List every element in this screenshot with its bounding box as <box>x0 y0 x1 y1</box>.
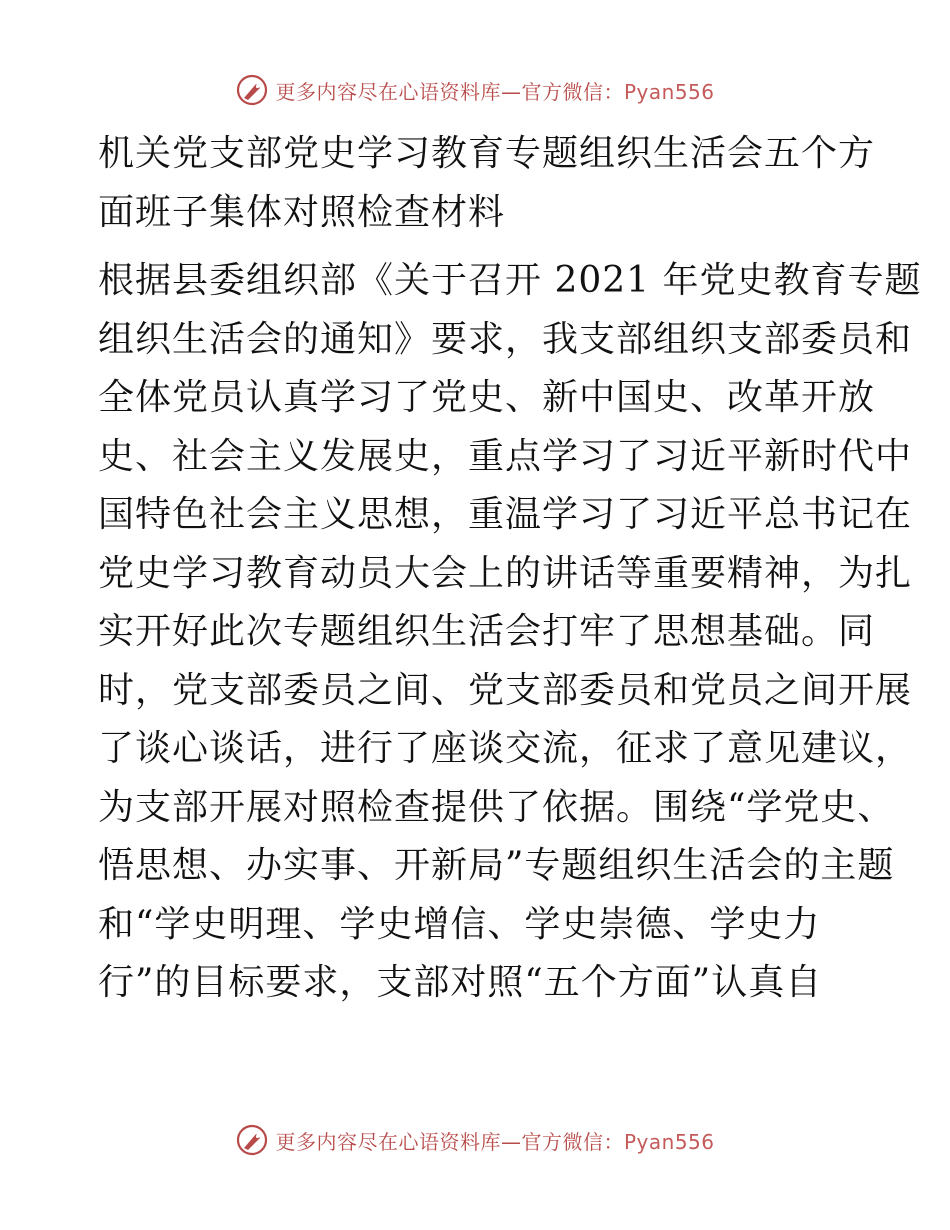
body-line: 行”的目标要求，支部对照“五个方面”认真自 <box>98 962 823 1003</box>
body-line: 组织生活会的通知》要求，我支部组织支部委员和 <box>98 318 913 360</box>
watermark-footer <box>0 1120 950 1160</box>
document-body <box>98 252 922 1013</box>
watermark-text: 更多内容尽在心语资料库—官方微信：Pyan556 <box>275 1129 715 1154</box>
body-line: 党史学习教育动员大会上的讲话等重要精神，为扎 <box>98 552 913 594</box>
body-line: 和“学史明理、学史增信、学史崇德、学史力 <box>98 903 821 945</box>
body-line: 时，党支部委员之间、党支部委员和党员之间开展 <box>98 669 913 711</box>
pen-nib-logo-icon <box>235 73 269 107</box>
watermark-text: 更多内容尽在心语资料库—官方微信：Pyan556 <box>275 79 715 104</box>
watermark-header <box>0 70 950 110</box>
body-line: 国特色社会主义思想，重温学习了习近平总书记在 <box>98 494 913 535</box>
document-title <box>98 125 876 242</box>
body-line: 悟思想、办实事、开新局”专题组织生活会的主题 <box>98 845 895 886</box>
body-line: 全体党员认真学习了党史、新中国史、改革开放 <box>98 377 876 418</box>
body-line: 为支部开展对照检查提供了依据。围绕“学党史、 <box>98 786 895 828</box>
watermark-wechat-id: Pyan556 <box>623 1129 715 1154</box>
watermark-wechat-id: Pyan556 <box>623 79 715 104</box>
body-line: 根据县委组织部《关于召开 2021 年党史教育专题 <box>98 260 922 301</box>
body-line: 了谈心谈话，进行了座谈交流，征求了意见建议， <box>98 728 913 769</box>
title-line: 机关党支部党史学习教育专题组织生活会五个方 <box>98 133 876 174</box>
body-line: 史、社会主义发展史，重点学习了习近平新时代中 <box>98 435 913 477</box>
pen-nib-logo-icon <box>235 1123 269 1157</box>
body-line: 实开好此次专题组织生活会打牢了思想基础。同 <box>98 611 876 652</box>
title-line: 面班子集体对照检查材料 <box>98 191 506 233</box>
